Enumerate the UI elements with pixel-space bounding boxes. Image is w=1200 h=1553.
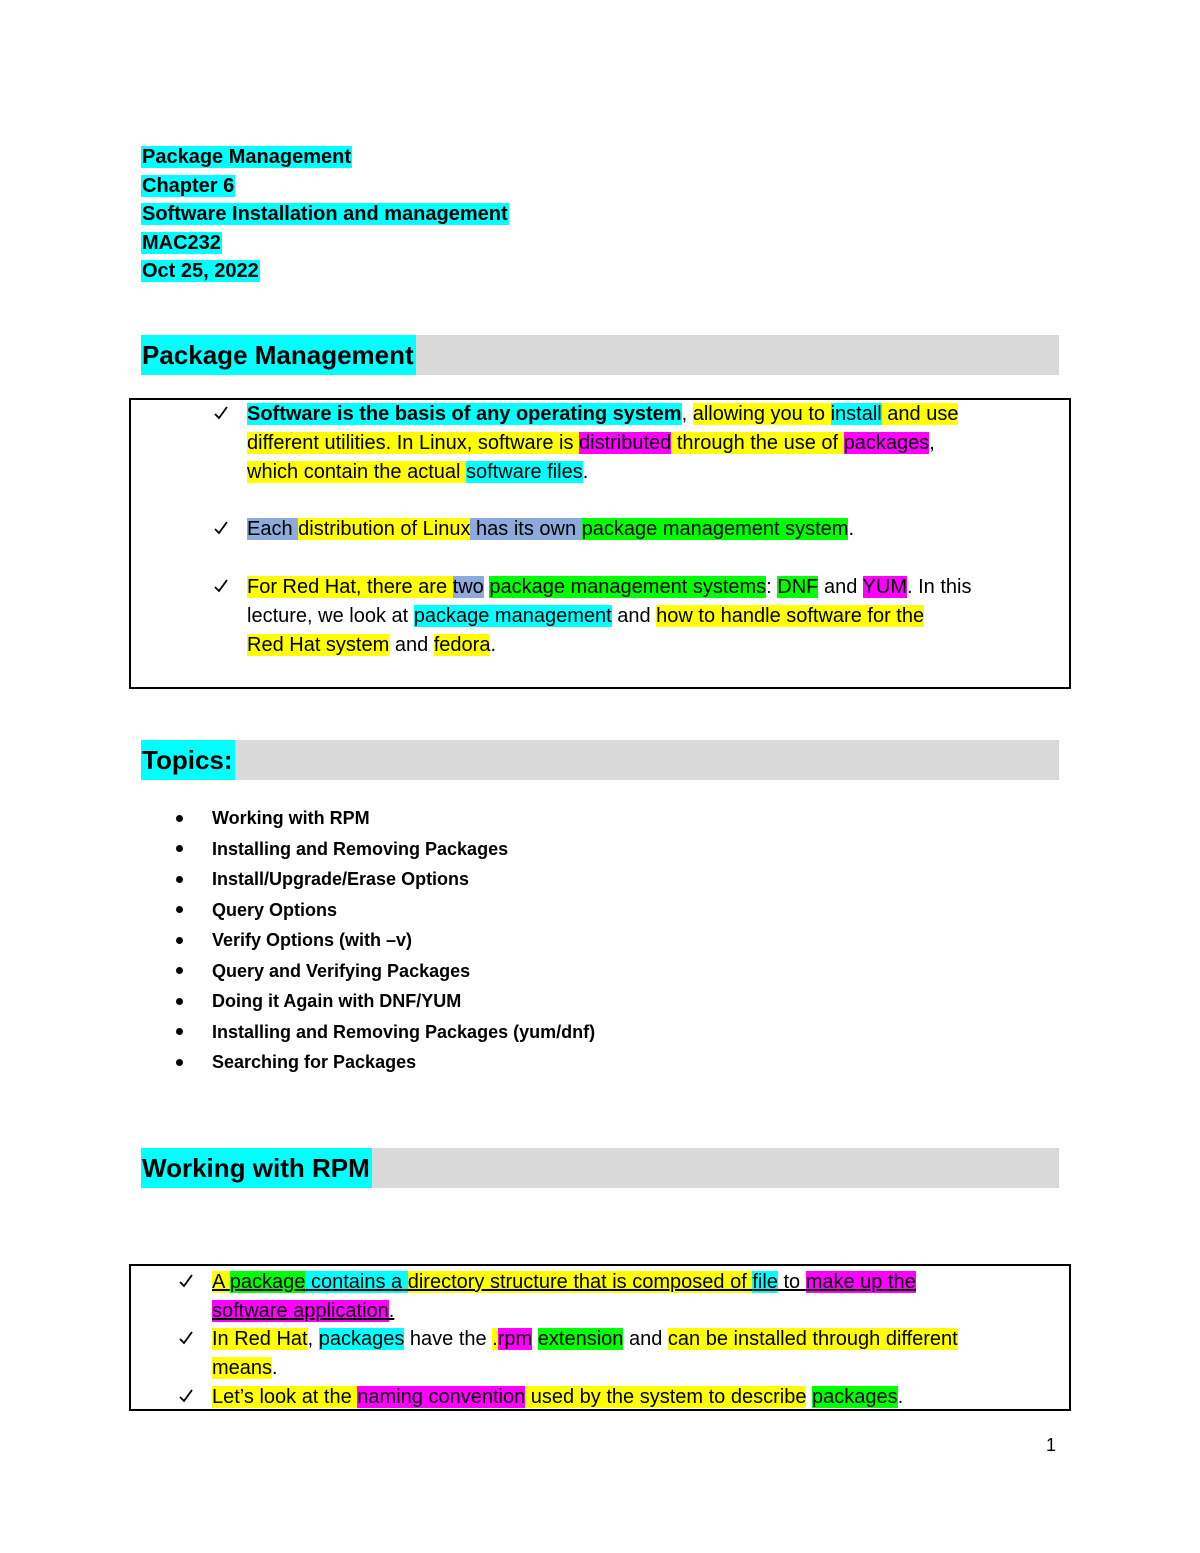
checkmark-icon bbox=[178, 1273, 194, 1289]
text-run: rpm bbox=[497, 1328, 533, 1350]
overview-box bbox=[129, 398, 1071, 689]
text-run: and bbox=[818, 576, 863, 598]
text-run: and bbox=[623, 1328, 668, 1350]
list-item bbox=[176, 1017, 595, 1048]
text-run: Let’s look at the bbox=[212, 1386, 358, 1408]
text-run: how to handle software for the bbox=[656, 605, 925, 627]
bullet-icon bbox=[176, 876, 183, 883]
text-run: package bbox=[229, 1271, 306, 1293]
text-run: directory structure that is composed of bbox=[407, 1271, 753, 1293]
text-run: describe bbox=[730, 1386, 807, 1408]
list-item-label: Installing and Removing Packages (yum/dnf) bbox=[212, 1021, 596, 1042]
text-run: , bbox=[681, 403, 693, 425]
text-run: packages bbox=[812, 1386, 898, 1408]
list-item bbox=[176, 864, 595, 895]
text-run: , bbox=[929, 432, 935, 454]
bullet-icon bbox=[176, 1059, 183, 1066]
text-run: package management system bbox=[581, 518, 849, 540]
overview-item-3 bbox=[247, 573, 971, 660]
rpm-item-2 bbox=[212, 1325, 958, 1383]
text-run: . bbox=[388, 1300, 395, 1322]
section-heading-label: Working with RPM bbox=[141, 1148, 372, 1188]
text-run: and bbox=[611, 605, 657, 627]
text-run: YUM bbox=[862, 576, 907, 598]
page-number: 1 bbox=[1046, 1435, 1057, 1455]
text-run: systems bbox=[687, 576, 767, 598]
text-run: lecture, we look at bbox=[247, 605, 414, 627]
text-run: . bbox=[490, 634, 497, 656]
list-item bbox=[176, 925, 595, 956]
text-run: different utilities. In Linux, software is bbox=[247, 432, 580, 454]
section-heading-label: Package Management bbox=[141, 335, 416, 375]
text-run: package management bbox=[489, 576, 688, 598]
bullet-icon bbox=[176, 845, 183, 852]
text-run bbox=[532, 1328, 538, 1350]
list-item bbox=[176, 803, 595, 834]
text-run: : bbox=[766, 576, 778, 598]
list-item-label: Install/Upgrade/Erase Options bbox=[212, 869, 470, 889]
text-run: which contain the actual bbox=[247, 461, 467, 483]
list-item bbox=[176, 1047, 595, 1078]
list-item-label: Query Options bbox=[212, 899, 338, 920]
title-line-3: Software Installation and management bbox=[142, 203, 508, 225]
document-title-block bbox=[141, 143, 509, 286]
list-item-label: Verify Options (with –v) bbox=[212, 930, 413, 950]
text-run: package management bbox=[413, 605, 612, 627]
checkmark-icon bbox=[178, 1388, 194, 1404]
title-line-5: Oct 25, 2022 bbox=[142, 260, 259, 282]
text-run: Each bbox=[247, 518, 299, 540]
bullet-icon bbox=[176, 937, 183, 944]
list-item bbox=[176, 834, 595, 865]
rpm-item-1 bbox=[212, 1268, 916, 1326]
text-run: DNF bbox=[777, 576, 819, 598]
text-run: software files bbox=[466, 461, 583, 483]
text-run: software application bbox=[212, 1300, 389, 1322]
checkmark-icon bbox=[213, 405, 229, 421]
text-run: . bbox=[897, 1386, 904, 1408]
text-run: . In this bbox=[906, 576, 972, 598]
rpm-box bbox=[129, 1264, 1071, 1411]
text-run: . bbox=[272, 1357, 278, 1379]
text-run: Red Hat system bbox=[247, 634, 390, 656]
list-item-label: Query and Verifying Packages bbox=[212, 960, 471, 981]
list-item-label: Searching for Packages bbox=[212, 1052, 417, 1072]
list-item-label: Installing and Removing Packages bbox=[212, 838, 509, 859]
text-run: For Red Hat, there are bbox=[247, 576, 453, 598]
title-line-1: Package Management bbox=[142, 146, 351, 168]
text-run: , bbox=[307, 1328, 319, 1350]
overview-item-1 bbox=[247, 400, 958, 487]
text-run: extension bbox=[537, 1328, 624, 1350]
section-heading-label: Topics: bbox=[141, 740, 235, 780]
section-heading-topics bbox=[141, 740, 1059, 780]
list-item-label: Doing it Again with DNF/YUM bbox=[212, 991, 462, 1011]
bullet-icon bbox=[176, 815, 183, 822]
text-run: . bbox=[582, 461, 589, 483]
text-run: and bbox=[389, 634, 434, 656]
text-run: A bbox=[212, 1271, 230, 1293]
section-heading-package-management bbox=[141, 335, 1059, 375]
bullet-icon bbox=[176, 906, 183, 913]
text-run: file bbox=[752, 1271, 778, 1293]
text-run: distribution of Linux bbox=[298, 518, 471, 540]
text-run: contains a bbox=[305, 1271, 408, 1293]
text-run: has its own bbox=[470, 518, 582, 540]
list-item bbox=[176, 895, 595, 926]
text-run: install bbox=[830, 403, 882, 425]
text-run: two bbox=[452, 576, 484, 598]
text-run: to bbox=[777, 1271, 806, 1293]
text-run: and use bbox=[881, 403, 959, 425]
title-line-2: Chapter 6 bbox=[142, 174, 235, 197]
list-item bbox=[176, 986, 595, 1017]
text-run: distributed bbox=[579, 432, 672, 454]
bullet-icon bbox=[176, 967, 183, 974]
text-run: have the bbox=[404, 1328, 493, 1350]
overview-item-2 bbox=[247, 515, 854, 544]
topics-list bbox=[176, 803, 595, 1078]
text-run: In Red Hat bbox=[212, 1328, 308, 1350]
text-run: fedora bbox=[433, 634, 491, 656]
rpm-item-3 bbox=[212, 1383, 903, 1412]
checkmark-icon bbox=[178, 1330, 194, 1346]
section-heading-working-with-rpm bbox=[141, 1148, 1059, 1188]
text-run: means bbox=[212, 1357, 273, 1379]
bullet-icon bbox=[176, 998, 183, 1005]
text-run: make up the bbox=[805, 1271, 916, 1293]
text-run: naming convention bbox=[357, 1386, 526, 1408]
title-line-4: MAC232 bbox=[142, 231, 221, 254]
bullet-icon bbox=[176, 1028, 183, 1035]
text-run: used by the system to bbox=[525, 1386, 731, 1408]
text-run: allowing you to bbox=[692, 403, 831, 425]
text-run: . bbox=[848, 518, 855, 540]
checkmark-icon bbox=[213, 578, 229, 594]
checkmark-icon bbox=[213, 520, 229, 536]
text-run: packages bbox=[843, 432, 930, 454]
list-item-label: Working with RPM bbox=[212, 808, 370, 828]
text-run: packages bbox=[318, 1328, 405, 1350]
text-run: Software is the basis of any operating system bbox=[247, 403, 682, 425]
text-run: . bbox=[492, 1328, 498, 1350]
text-run: can be installed through different bbox=[667, 1328, 958, 1350]
text-run: through the use of bbox=[671, 432, 844, 454]
list-item bbox=[176, 956, 595, 987]
